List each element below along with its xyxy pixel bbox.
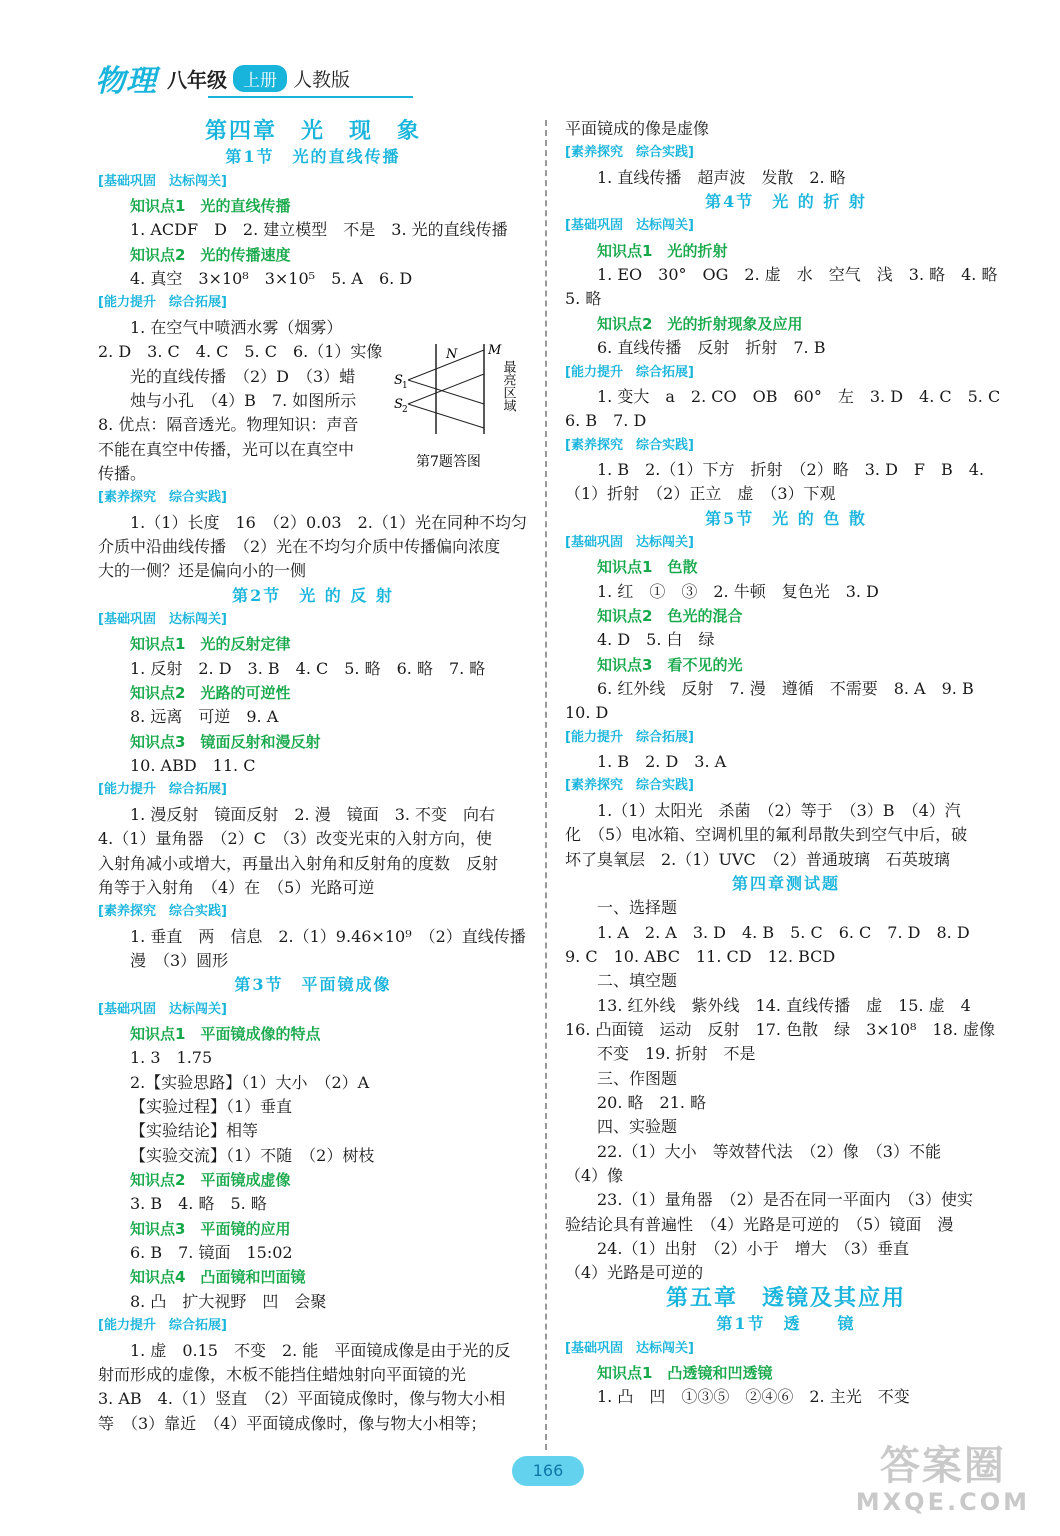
ray bbox=[408, 404, 484, 428]
knowledge-point: 知识点2 光的传播速度 bbox=[130, 245, 291, 264]
answer-line: （4）光路是可逆的 bbox=[565, 1263, 704, 1283]
knowledge-point: 知识点3 镜面反射和漫反射 bbox=[130, 732, 321, 751]
knowledge-point: 知识点2 光路的可逆性 bbox=[130, 684, 291, 703]
answer-line: 化 （5）电冰箱、空调机里的氟利昂散失到空气中后，破 bbox=[565, 825, 968, 845]
section-bar: [素养探究 综合实践] bbox=[565, 145, 694, 161]
chapter-title: 第五章 透镜及其应用 bbox=[665, 1284, 906, 1311]
answer-line: 6. B 7. 镜面 15:02 bbox=[130, 1243, 293, 1263]
answer-line: 【实验结论】相等 bbox=[130, 1121, 259, 1141]
answer-line: 2. D 3. C 4. C 5. C 6.（1）实像 bbox=[98, 342, 383, 362]
section-title: 第1节 透 镜 bbox=[716, 1314, 856, 1334]
answer-line: 1. 漫反射 镜面反射 2. 漫 镜面 3. 不变 向右 bbox=[130, 804, 496, 824]
answer-line: 1. B 2.（1）下方 折射 （2）略 3. D F B 4. bbox=[597, 459, 985, 479]
answer-line: 1. 变大 a 2. CO OB 60° 左 3. D 4. C 5. C bbox=[597, 386, 1001, 406]
answer-line: 1. ACDF D 2. 建立模型 不是 3. 光的直线传播 bbox=[130, 220, 508, 240]
answer-line: 6. 直线传播 反射 折射 7. B bbox=[597, 338, 826, 358]
section-bar: [素养探究 综合实践] bbox=[98, 904, 227, 920]
answer-line: 入射角减小或增大，再量出入射角和反射角的度数 反射 bbox=[98, 853, 499, 873]
answer-line: 角等于入射角 （4）在 （5）光路可逆 bbox=[98, 877, 375, 897]
answer-line: 1. B 2. D 3. A bbox=[597, 752, 727, 772]
knowledge-point: 知识点2 光的折射现象及应用 bbox=[597, 314, 803, 333]
answer-line: 24.（1）出射 （2）小于 增大 （3）垂直 bbox=[597, 1239, 909, 1259]
answer-line: 1.（1）太阳光 杀菌 （2）等于 （3）B （4）汽 bbox=[597, 800, 961, 820]
answer-line: 23.（1）量角器 （2）是否在同一平面内 （3）使实 bbox=[597, 1190, 973, 1210]
answer-line: 8. 优点：隔音透光。物理知识：声音 bbox=[98, 415, 359, 435]
grade-label: 八年级 bbox=[167, 67, 227, 92]
answer-line: 3. AB 4.（1）竖直 （2）平面镜成像时，像与物大小相 bbox=[98, 1389, 506, 1409]
answer-line: 不能在真空中传播，光可以在真空中 bbox=[98, 439, 355, 459]
section-bar: [能力提升 综合拓展] bbox=[565, 729, 694, 745]
section-bar: [能力提升 综合拓展] bbox=[98, 782, 227, 798]
answer-line: 等 （3）靠近 （4）平面镜成像时，像与物大小相等； bbox=[98, 1413, 487, 1433]
label-s2-subscript: 2 bbox=[402, 405, 408, 415]
section-title: 第5节 光 的 色 散 bbox=[705, 508, 867, 528]
answer-line: 9. C 10. ABC 11. CD 12. BCD bbox=[565, 946, 836, 966]
section-bar: [能力提升 综合拓展] bbox=[98, 1318, 227, 1334]
section-title: 第四章测试题 bbox=[731, 873, 840, 893]
answer-line: 一、选择题 bbox=[597, 898, 678, 918]
answer-line: 8. 远离 可逆 9. A bbox=[130, 707, 279, 727]
book-header bbox=[95, 58, 350, 98]
knowledge-point: 知识点1 色散 bbox=[597, 558, 698, 577]
answer-line: 四、实验题 bbox=[597, 1117, 678, 1137]
watermark-text: 答案圈 bbox=[879, 1443, 1006, 1489]
section-bar: [素养探究 综合实践] bbox=[98, 490, 227, 506]
answer-line: 平面镜成的像是虚像 bbox=[565, 119, 710, 138]
knowledge-point: 知识点1 光的直线传播 bbox=[130, 197, 291, 216]
ray bbox=[408, 380, 484, 404]
knowledge-point: 知识点3 平面镜的应用 bbox=[130, 1219, 291, 1238]
answer-line: 20. 略 21. 略 bbox=[597, 1093, 707, 1112]
answer-line: 【实验交流】（1）不随 （2）树枝 bbox=[130, 1145, 375, 1165]
answer-line: 传播。 bbox=[98, 463, 147, 483]
section-bar: [基础巩固 达标闯关] bbox=[565, 218, 694, 234]
answer-line: 不变 19. 折射 不是 bbox=[597, 1044, 756, 1064]
chapter-title: 第四章 光 现 象 bbox=[204, 118, 421, 144]
figure-caption: 第7题答图 bbox=[416, 454, 481, 470]
section-bar: [能力提升 综合拓展] bbox=[98, 295, 227, 311]
section-title: 第4节 光 的 折 射 bbox=[705, 192, 867, 212]
section-bar: [基础巩固 达标闯关] bbox=[565, 1340, 694, 1356]
answer-line: 1. 虚 0.15 不变 2. 能 平面镜成像是由于光的反 bbox=[130, 1340, 511, 1360]
knowledge-point: 知识点1 凸透镜和凹透镜 bbox=[597, 1363, 773, 1382]
watermark-url: MXQE.COM bbox=[855, 1488, 1030, 1516]
section-bar: [基础巩固 达标闯关] bbox=[98, 1001, 227, 1017]
answer-line: 1. 反射 2. D 3. B 4. C 5. 略 6. 略 7. 略 bbox=[130, 658, 486, 678]
answer-line: 1.（1）长度 16 （2）0.03 2.（1）光在同种不均匀 bbox=[130, 512, 528, 532]
section-bar: [能力提升 综合拓展] bbox=[565, 364, 694, 380]
answer-line: 介质中沿曲线传播 （2）光在不均匀介质中传播偏向浓度 bbox=[98, 536, 501, 556]
answer-line: 8. 凸 扩大视野 凹 会聚 bbox=[130, 1291, 327, 1311]
knowledge-point: 知识点4 凸面镜和凹面镜 bbox=[130, 1268, 306, 1287]
section-title: 第1节 光的直线传播 bbox=[225, 147, 401, 167]
answer-line: 4. D 5. 白 绿 bbox=[597, 630, 715, 650]
knowledge-point: 知识点1 光的反射定律 bbox=[130, 635, 291, 654]
answer-line: 10. D bbox=[565, 703, 609, 723]
answer-line: 大的一侧？还是偏向小的一侧 bbox=[98, 561, 307, 581]
answer-line: 验结论具有普遍性 （4）光路是可逆的 （5）镜面 漫 bbox=[565, 1214, 954, 1234]
answer-line: 1. 在空气中喷洒水雾（烟雾） bbox=[130, 317, 343, 337]
answer-line: 1. EO 30° OG 2. 虚 水 空气 浅 3. 略 4. 略 bbox=[597, 265, 998, 285]
answer-line: 4.（1）量角器 （2）C （3）改变光束的入射方向，使 bbox=[98, 829, 493, 849]
answer-line: 1. 红 ① ③ 2. 牛顿 复色光 3. D bbox=[597, 581, 879, 601]
answer-line: 1. 凸 凹 ①③⑤ ②④⑥ 2. 主光 不变 bbox=[597, 1387, 910, 1407]
column-divider bbox=[545, 120, 547, 1450]
knowledge-point: 知识点1 光的折射 bbox=[597, 241, 728, 260]
answer-line: （4）像 bbox=[565, 1166, 624, 1186]
section-title: 第3节 平面镜成像 bbox=[234, 975, 392, 995]
brightest-region-label: 最亮区域 bbox=[500, 360, 516, 412]
knowledge-point: 知识点3 看不见的光 bbox=[597, 655, 743, 674]
volume-badge: 上册 bbox=[233, 65, 287, 92]
section-bar: [基础巩固 达标闯关] bbox=[98, 173, 227, 189]
answer-line: 烛与小孔 （4）B 7. 如图所示 bbox=[130, 390, 357, 410]
page-number: 166 bbox=[512, 1456, 584, 1486]
answer-line: 3. B 4. 略 5. 略 bbox=[130, 1194, 267, 1214]
figure-q7-answer bbox=[392, 342, 532, 472]
answer-line: 5. 略 bbox=[565, 289, 602, 309]
brand-logo: 物理 bbox=[95, 64, 157, 99]
section-bar: [基础巩固 达标闯关] bbox=[565, 534, 694, 550]
knowledge-point: 知识点2 色光的混合 bbox=[597, 607, 743, 625]
label-s2: S bbox=[394, 397, 403, 412]
answer-line: 漫 （3）圆形 bbox=[130, 950, 229, 970]
answer-line: 22.（1）大小 等效替代法 （2）像 （3）不能 bbox=[597, 1141, 941, 1161]
label-s1-subscript: 1 bbox=[402, 381, 408, 391]
answer-line: 6. 红外线 反射 7. 漫 遵循 不需要 8. A 9. B bbox=[597, 679, 974, 699]
knowledge-point: 知识点2 平面镜成虚像 bbox=[130, 1171, 291, 1190]
knowledge-point: 知识点1 平面镜成像的特点 bbox=[130, 1024, 321, 1043]
label-s1: S bbox=[394, 373, 403, 388]
answer-line: 【实验过程】（1）垂直 bbox=[130, 1097, 293, 1116]
answer-line: 光的直线传播 （2）D （3）蜡 bbox=[130, 366, 356, 386]
answer-line: 射而形成的虚像，木板不能挡住蜡烛射向平面镜的光 bbox=[98, 1364, 467, 1384]
answer-line: 1. 3 1.75 bbox=[130, 1048, 213, 1068]
answer-line: 坏了臭氧层 2.（1）UVC （2）普通玻璃 石英玻璃 bbox=[565, 849, 950, 869]
label-n: N bbox=[446, 347, 458, 362]
answer-line: （1）折射 （2）正立 虚 （3）下观 bbox=[565, 484, 836, 504]
section-bar: [素养探究 综合实践] bbox=[565, 437, 694, 453]
watermark-logo bbox=[856, 1444, 1030, 1516]
answer-line: 13. 红外线 紫外线 14. 直线传播 虚 15. 虚 4 bbox=[597, 995, 971, 1015]
answer-line: 6. B 7. D bbox=[565, 411, 647, 431]
answer-line: 16. 凸面镜 运动 反射 17. 色散 绿 3×10⁸ 18. 虚像 bbox=[565, 1019, 995, 1039]
answer-line: 二、填空题 bbox=[597, 971, 678, 991]
answer-line: 4. 真空 3×10⁸ 3×10⁵ 5. A 6. D bbox=[130, 269, 413, 289]
section-bar: [素养探究 综合实践] bbox=[565, 778, 694, 794]
ray bbox=[408, 374, 484, 404]
header-underline bbox=[208, 96, 413, 98]
answer-line: 2.【实验思路】（1）大小 （2）A bbox=[130, 1072, 370, 1092]
answer-line: 10. ABD 11. C bbox=[130, 756, 256, 776]
answer-line: 1. 直线传播 超声波 发散 2. 略 bbox=[597, 167, 846, 187]
section-bar: [基础巩固 达标闯关] bbox=[98, 612, 227, 627]
section-title: 第2节 光 的 反 射 bbox=[232, 585, 394, 605]
answer-line: 1. A 2. A 3. D 4. B 5. C 6. C 7. D 8. D bbox=[597, 922, 970, 942]
label-m: M bbox=[488, 343, 502, 358]
answer-line: 三、作图题 bbox=[597, 1068, 678, 1088]
answer-line: 1. 垂直 两 信息 2.（1）9.46×10⁹ （2）直线传播 bbox=[130, 926, 526, 946]
edition-label: 人教版 bbox=[293, 68, 351, 91]
